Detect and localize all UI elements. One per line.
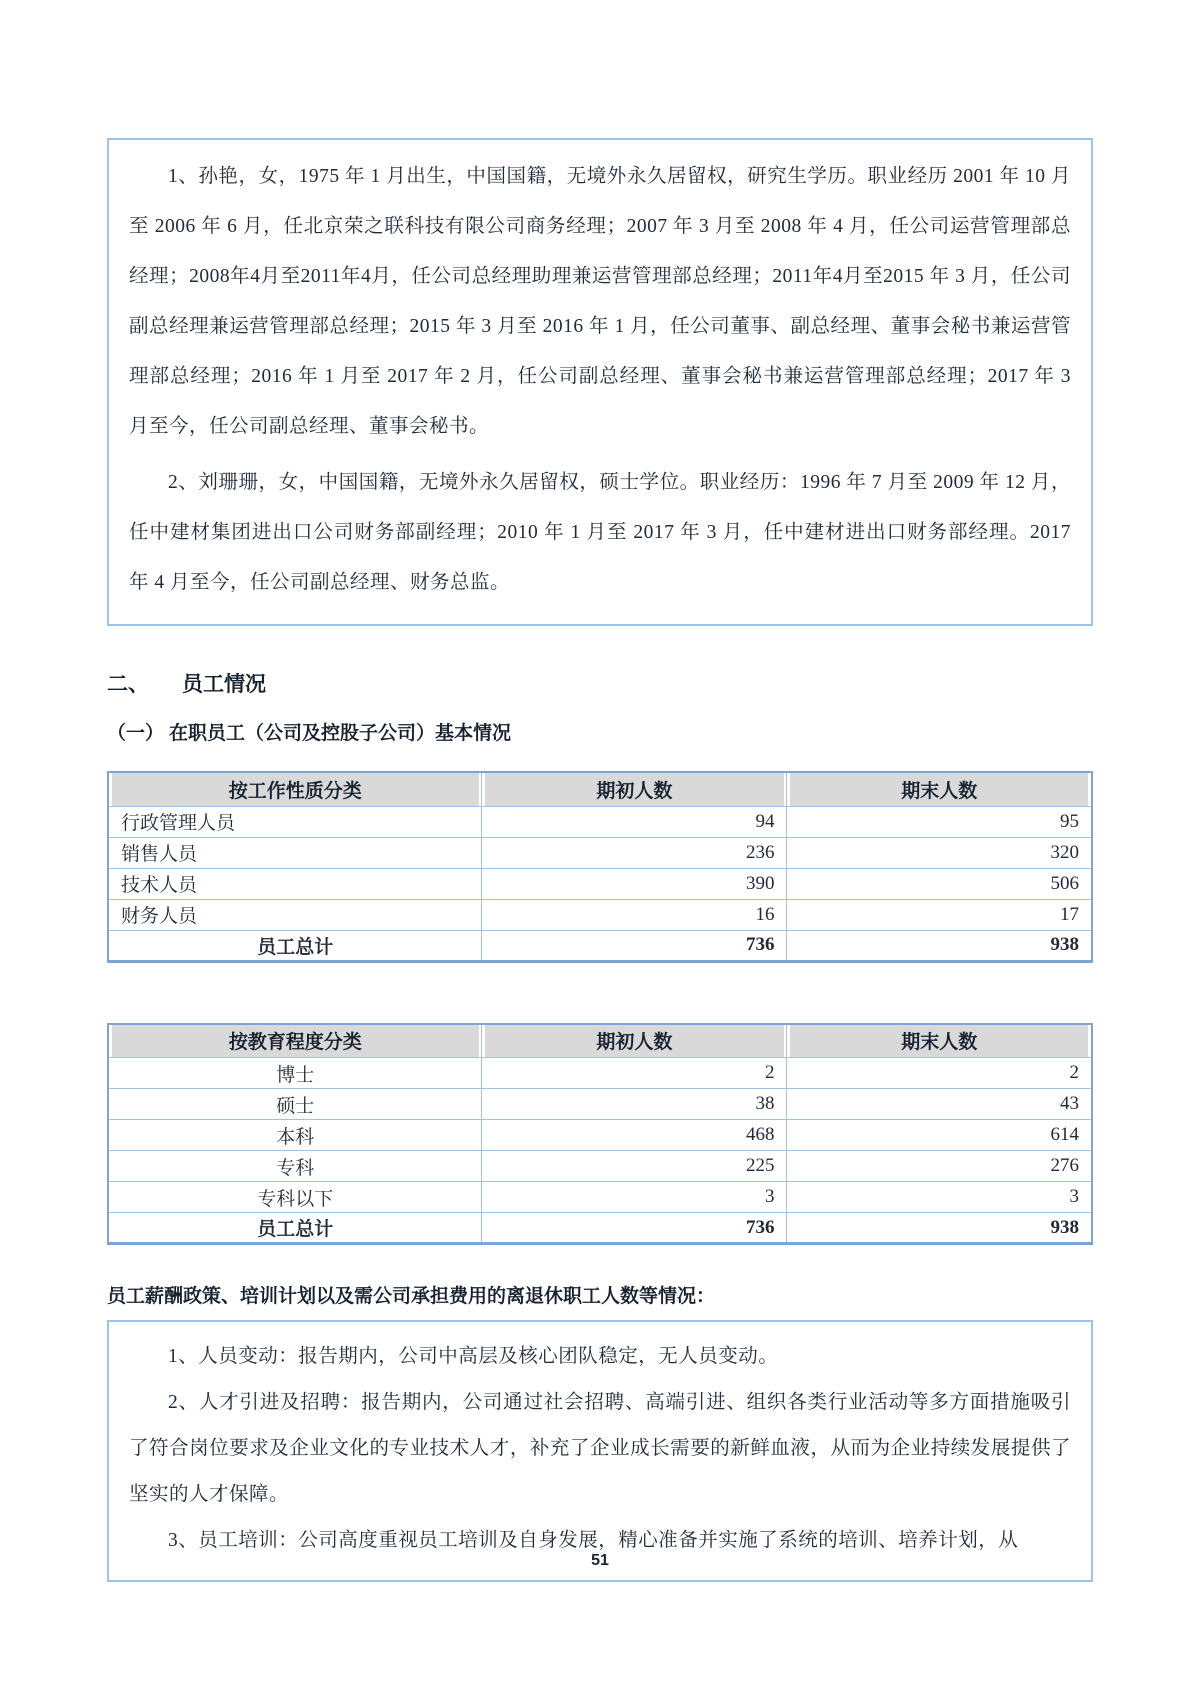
begin-count-cell: 225 (482, 1151, 787, 1182)
column-header: 按教育程度分类 (108, 1024, 482, 1058)
category-cell: 博士 (108, 1058, 482, 1089)
begin-count-cell: 38 (482, 1089, 787, 1120)
page-number: 51 (591, 1552, 609, 1569)
category-cell: 专科 (108, 1151, 482, 1182)
category-cell: 专科以下 (108, 1182, 482, 1213)
policy-text-box (107, 1320, 1093, 1582)
subsection-heading-active-employees (107, 718, 1093, 745)
executive-bio-box (107, 138, 1093, 626)
end-count-cell: 17 (787, 899, 1092, 930)
table-total-row (108, 1213, 1092, 1244)
end-total-cell: 938 (787, 930, 1092, 961)
table-by-job-nature (107, 771, 1093, 963)
end-count-cell: 43 (787, 1089, 1092, 1120)
section-title: 员工情况 (182, 673, 266, 696)
policy-section-heading: 员工薪酬政策、培训计划以及需公司承担费用的离退休职工人数等情况： (107, 1286, 716, 1307)
table-row (108, 837, 1092, 868)
table-total-row (108, 930, 1092, 961)
begin-count-cell: 236 (482, 837, 787, 868)
table-row (108, 899, 1092, 930)
table-row (108, 1120, 1092, 1151)
begin-count-cell: 94 (482, 806, 787, 837)
table-row (108, 868, 1092, 899)
column-header: 期末人数 (787, 772, 1092, 806)
end-count-cell: 95 (787, 806, 1092, 837)
end-total-cell: 938 (787, 1213, 1092, 1244)
end-count-cell: 320 (787, 837, 1092, 868)
table-row (108, 1151, 1092, 1182)
begin-count-cell: 3 (482, 1182, 787, 1213)
section-number: 二、 (107, 673, 149, 696)
column-header: 按工作性质分类 (108, 772, 482, 806)
table-row (108, 806, 1092, 837)
policy-paragraph-personnel-change: 1、人员变动：报告期内，公司中高层及核心团队稳定，无人员变动。 (168, 1346, 779, 1367)
category-cell: 硕士 (108, 1089, 482, 1120)
total-label-cell: 员工总计 (108, 930, 482, 961)
subsection-title: 在职员工（公司及控股子公司）基本情况 (169, 723, 512, 744)
subsection-number: （一） (107, 723, 165, 744)
table-row (108, 1182, 1092, 1213)
begin-total-cell: 736 (482, 930, 787, 961)
column-header: 期末人数 (787, 1024, 1092, 1058)
category-cell: 财务人员 (108, 899, 482, 930)
top-margin (107, 0, 1093, 138)
end-count-cell: 2 (787, 1058, 1092, 1089)
begin-count-cell: 468 (482, 1120, 787, 1151)
total-label-cell: 员工总计 (108, 1213, 482, 1244)
bio-paragraph-liushanshan: 2、刘珊珊，女，中国国籍，无境外永久居留权，硕士学位。职业经历：1996 年 7 月至 2009 年 12 月，任中建材集团进出口公司财务部副经理；2010 年 1 月至 2017 年 3 月，任中建材进出口财务部经理。2017 年 4 月至今，任公司副总经理、财务总监。 (129, 472, 1071, 593)
table-header-row (108, 1024, 1092, 1058)
begin-count-cell: 390 (482, 868, 787, 899)
category-cell: 本科 (108, 1120, 482, 1151)
table-by-education-wrap (107, 1023, 1093, 1246)
table-by-education (107, 1023, 1093, 1246)
begin-count-cell: 2 (482, 1058, 787, 1089)
end-count-cell: 3 (787, 1182, 1092, 1213)
column-header: 期初人数 (482, 1024, 787, 1058)
begin-count-cell: 16 (482, 899, 787, 930)
table-by-job-nature-wrap (107, 771, 1093, 963)
end-count-cell: 614 (787, 1120, 1092, 1151)
begin-total-cell: 736 (482, 1213, 787, 1244)
category-cell: 销售人员 (108, 837, 482, 868)
table-row (108, 1058, 1092, 1089)
bio-paragraph-sunyan: 1、孙艳，女，1975 年 1 月出生，中国国籍，无境外永久居留权，研究生学历。职业经历 2001 年 10 月至 2006 年 6 月，任北京荣之联科技有限公司商务经理；2007 年 3 月至 2008 年 4 月，任公司运营管理部总经理；2008年4月至2011年4月，任公司总经理助理兼运营管理部总经理；2011年4月至2015 年 3 月，任公司副总经理兼运营管理部总经理；2015 年 3 月至 2016 年 1 月，任公司董事、副总经理、董事会秘书兼运营管理部总经理；2016 年 1 月至 2017 年 2 月，任公司副总经理、董事会秘书兼运营管理部总经理；2017 年 3 月至今，任公司副总经理、董事会秘书。 (129, 166, 1071, 437)
table-row (108, 1089, 1092, 1120)
end-count-cell: 506 (787, 868, 1092, 899)
column-header: 期初人数 (482, 772, 787, 806)
section-heading-employees (107, 668, 1093, 698)
policy-paragraph-training: 3、员工培训：公司高度重视员工培训及自身发展，精心准备并实施了系统的培训、培养计划，从 (168, 1530, 1019, 1551)
category-cell: 技术人员 (108, 868, 482, 899)
category-cell: 行政管理人员 (108, 806, 482, 837)
table-header-row (108, 772, 1092, 806)
policy-paragraph-recruiting: 2、人才引进及招聘：报告期内，公司通过社会招聘、高端引进、组织各类行业活动等多方面措施吸引了符合岗位要求及企业文化的专业技术人才，补充了企业成长需要的新鲜血液，从而为企业持续发展提供了坚实的人才保障。 (129, 1392, 1071, 1505)
end-count-cell: 276 (787, 1151, 1092, 1182)
